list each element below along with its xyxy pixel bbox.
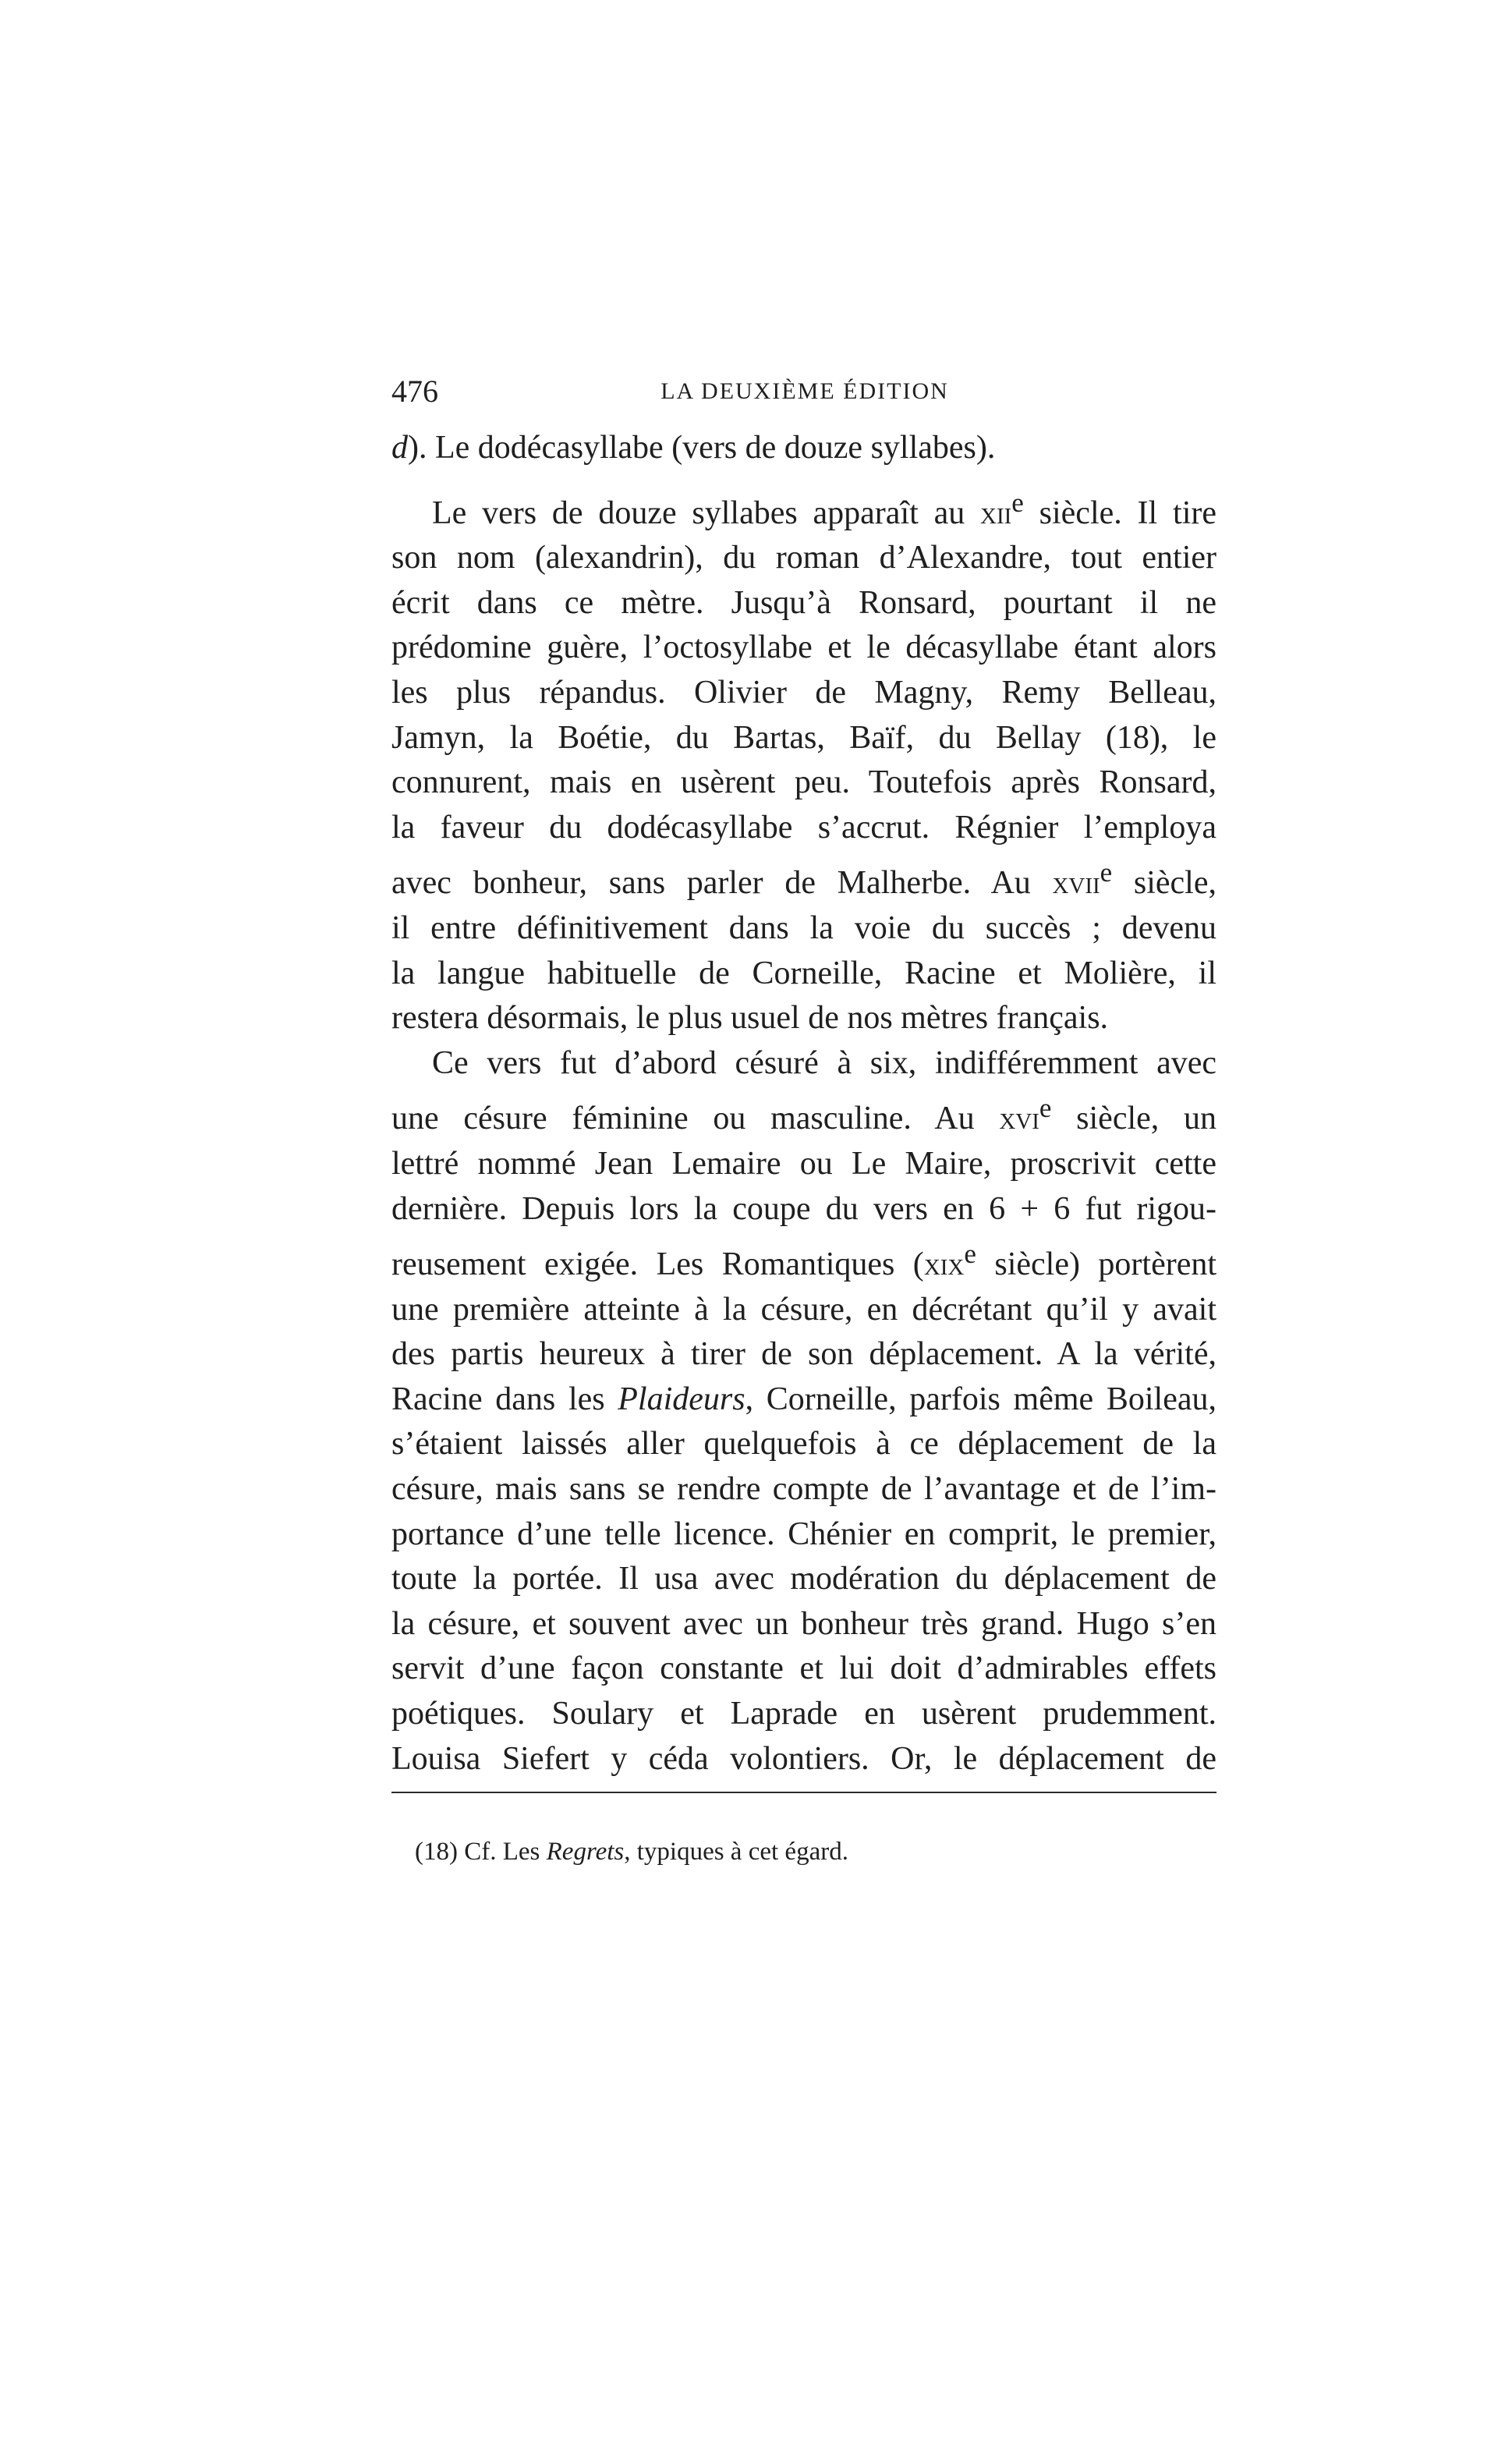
- paragraph-1-line: prédomine guère, l’octosyllabe et le décasyllabe étant alors: [391, 629, 1216, 666]
- paragraph-1-line: Jamyn, la Boétie, du Bartas, Baïf, du Bellay (18), le: [391, 719, 1216, 756]
- ordinal-suffix: e: [1011, 487, 1024, 518]
- text-run: reusement exigée. Les Romantiques (: [391, 1246, 924, 1283]
- section-letter-close: ).: [408, 430, 427, 466]
- body-text: [391, 426, 1216, 1782]
- section-letter: d: [391, 430, 408, 466]
- paragraph-1-line: les plus répandus. Olivier de Magny, Remy Belleau,: [391, 674, 1216, 711]
- paragraph-2-line: toute la portée. Il usa avec modération du déplacement de: [391, 1561, 1216, 1597]
- paragraph-2-line: [391, 1232, 1216, 1288]
- paragraph-2-line: une première atteinte à la césure, en décrétant qu’il y avait: [391, 1291, 1216, 1328]
- footnote-rule: [391, 1792, 1216, 1793]
- paragraph-gap: [391, 471, 1216, 480]
- century-numeral: xix: [923, 1246, 965, 1283]
- century-numeral: xii: [980, 495, 1012, 531]
- paragraph-2-line: poétiques. Soulary et Laprade en usèrent prudemment.: [391, 1696, 1216, 1732]
- century-numeral: xvi: [999, 1101, 1039, 1137]
- paragraph-2-line: Louisa Siefert y céda volontiers. Or, le déplacement de: [391, 1740, 1216, 1777]
- paragraph-2-line: Ce vers fut d’abord césuré à six, indifféremment avec: [432, 1044, 1216, 1081]
- paragraph-2-line: des partis heureux à tirer de son déplacement. A la vérité,: [391, 1336, 1216, 1373]
- paragraph-1-line: connurent, mais en usèrent peu. Toutefois après Ronsard,: [391, 764, 1216, 801]
- text-run: Racine dans les: [391, 1381, 618, 1417]
- paragraph-2-line: lettré nommé Jean Lemaire ou Le Maire, proscrivit cette: [391, 1145, 1216, 1182]
- ordinal-suffix: e: [1039, 1093, 1052, 1124]
- paragraph-1-line: restera désormais, le plus usuel de nos mètres français.: [391, 1000, 1109, 1037]
- paragraph-1-line: la langue habituelle de Corneille, Racine et Molière, il: [391, 955, 1216, 991]
- century-numeral: xvii: [1052, 865, 1100, 902]
- paragraph-2-line: s’étaient laissés aller quelquefois à ce déplacement de la: [391, 1426, 1216, 1462]
- text-run: avec bonheur, sans parler de Malherbe. Au: [391, 865, 1053, 902]
- page-header: [391, 367, 1218, 417]
- paragraph-1-line: la faveur du dodécasyllabe s’accrut. Régnier l’employa: [391, 809, 1216, 846]
- paragraph-1-line: [391, 480, 1216, 537]
- paragraph-2-line: portance d’une telle licence. Chénier en comprit, le premier,: [391, 1516, 1216, 1552]
- paragraph-2-line: la césure, et souvent avec un bonheur très grand. Hugo s’en: [391, 1605, 1216, 1642]
- paragraph-2-line: césure, mais sans se rendre compte de l’avantage et de l’im-: [391, 1471, 1216, 1508]
- running-title: LA DEUXIÈME ÉDITION: [660, 378, 949, 404]
- text-run: siècle, un: [1051, 1101, 1217, 1137]
- paragraph-2-line: [391, 1377, 1216, 1423]
- paragraph-1-line: son nom (alexandrin), du roman d’Alexandre, tout entier: [391, 540, 1216, 576]
- footnote: [415, 1835, 848, 1869]
- text-run: siècle. Il tire: [1023, 495, 1216, 531]
- italic-title: Plaideurs: [618, 1381, 745, 1417]
- paragraph-2-line: servit d’une façon constante et lui doit d’admirables effets: [391, 1650, 1216, 1687]
- paragraph-1-line: écrit dans ce mètre. Jusqu’à Ronsard, pourtant il ne: [391, 584, 1216, 621]
- text-run: siècle,: [1112, 865, 1216, 902]
- text-run: une césure féminine ou masculine. Au: [391, 1101, 1000, 1137]
- paragraph-2-line: dernière. Depuis lors la coupe du vers en 6 + 6 fut rigou-: [391, 1190, 1216, 1227]
- footnote-text: (18) Cf. Les: [415, 1838, 547, 1866]
- ordinal-suffix: e: [1100, 857, 1113, 888]
- footnote-text: , typiques à cet égard.: [624, 1838, 848, 1866]
- section-heading: [391, 426, 1216, 471]
- text-run: siècle) portèrent: [976, 1246, 1217, 1283]
- text-run: , Corneille, parfois même Boileau,: [745, 1381, 1216, 1417]
- text-run: Le vers de douze syllabes apparaît au: [432, 495, 981, 531]
- paragraph-1-line: il entre définitivement dans la voie du succès ; devenu: [391, 909, 1216, 946]
- ordinal-suffix: e: [964, 1239, 976, 1270]
- paragraph-2-line: [391, 1086, 1216, 1142]
- paragraph-1-line: [391, 850, 1216, 906]
- footnote-italic-title: Regrets: [546, 1838, 625, 1866]
- section-heading-text: Le dodécasyllabe (vers de douze syllabes).: [427, 430, 996, 466]
- page-number: 476: [391, 374, 438, 409]
